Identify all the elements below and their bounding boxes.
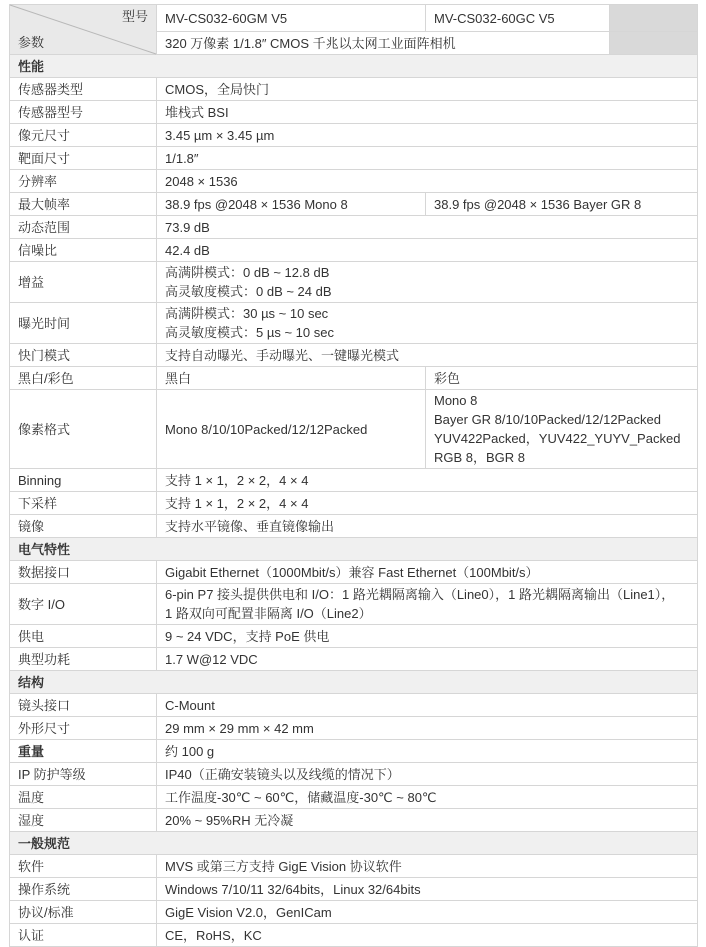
spec-row [10, 717, 698, 740]
spec-row [10, 216, 698, 239]
spec-row [10, 147, 698, 170]
value-line: 高灵敏度模式：5 µs ~ 10 sec [165, 325, 334, 340]
value-line: RGB 8，BGR 8 [434, 450, 526, 465]
spec-label-cell: 下采样 [10, 492, 157, 515]
spec-value-cell-color [426, 390, 698, 469]
value-line: IP40（正确安装镜头以及线缆的情况下） [165, 766, 400, 782]
spec-value-cell [157, 262, 698, 303]
section-header-row [10, 832, 698, 855]
value-line: CMOS，全局快门 [165, 81, 270, 97]
spec-row [10, 367, 698, 390]
spec-label-cell: 黑白/彩色 [10, 367, 157, 390]
spec-row [10, 239, 698, 262]
section-title: 电气特性 [10, 538, 698, 561]
spec-value-cell-color [426, 193, 698, 216]
spec-row [10, 924, 698, 947]
spec-value-cell [157, 216, 698, 239]
spec-label-cell: 最大帧率 [10, 193, 157, 216]
spec-value-cell [157, 170, 698, 193]
value-line: 支持水平镜像、垂直镜像输出 [165, 518, 335, 534]
value-line: C-Mount [165, 697, 215, 713]
value-line: 高满阱模式：30 µs ~ 10 sec [165, 306, 329, 321]
spec-value-cell [157, 101, 698, 124]
spec-row [10, 344, 698, 367]
spec-row [10, 193, 698, 216]
spec-value-cell [157, 786, 698, 809]
spec-row [10, 262, 698, 303]
spec-sheet-page [0, 4, 706, 943]
header-empty-cell [610, 32, 698, 55]
value-line: 1.7 W@12 VDC [165, 651, 258, 667]
value-line: 1/1.8″ [165, 150, 199, 166]
value-line: Mono 8 [434, 393, 478, 408]
spec-value-cell [157, 648, 698, 671]
spec-row [10, 303, 698, 344]
spec-row [10, 124, 698, 147]
spec-label-cell: Binning [10, 469, 157, 492]
spec-value-cell [157, 239, 698, 262]
value-line: Mono 8/10/10Packed/12/12Packed [165, 421, 368, 437]
spec-label-cell: 曝光时间 [10, 303, 157, 344]
value-line: 1 路双向可配置非隔离 I/O（Line2） [165, 606, 372, 621]
camera-description-cell: 320 万像素 1/1.8″ CMOS 千兆以太网工业面阵相机 [157, 32, 610, 55]
spec-row [10, 584, 698, 625]
value-line: CE，RoHS，KC [165, 927, 262, 943]
section-header-row [10, 538, 698, 561]
value-line: Bayer GR 8/10/10Packed/12/12Packed [434, 412, 661, 427]
spec-value-cell-mono [157, 390, 426, 469]
spec-label-cell: 靶面尺寸 [10, 147, 157, 170]
value-line: 3.45 µm × 3.45 µm [165, 127, 275, 143]
spec-label-cell: 传感器型号 [10, 101, 157, 124]
spec-value-cell [157, 855, 698, 878]
spec-row [10, 786, 698, 809]
spec-label-cell: 镜头接口 [10, 694, 157, 717]
spec-row [10, 78, 698, 101]
spec-label-cell: 信噪比 [10, 239, 157, 262]
model-header-row [10, 5, 698, 32]
spec-label-cell: 增益 [10, 262, 157, 303]
spec-value-cell [157, 515, 698, 538]
spec-value-cell [157, 625, 698, 648]
spec-row [10, 515, 698, 538]
spec-row [10, 694, 698, 717]
spec-label-cell: 认证 [10, 924, 157, 947]
spec-label-cell: 协议/标准 [10, 901, 157, 924]
value-line: 高灵敏度模式：0 dB ~ 24 dB [165, 284, 332, 299]
section-title: 一般规范 [10, 832, 698, 855]
value-line: 约 100 g [165, 743, 215, 759]
value-line: 73.9 dB [165, 219, 210, 235]
spec-label-cell: 镜像 [10, 515, 157, 538]
corner-label-param: 参数 [18, 35, 45, 50]
spec-row [10, 170, 698, 193]
value-line: 38.9 fps @2048 × 1536 Mono 8 [165, 196, 348, 212]
value-line: YUV422Packed，YUV422_YUYV_Packed [434, 431, 681, 446]
spec-label-cell: 典型功耗 [10, 648, 157, 671]
value-line: 工作温度-30℃ ~ 60℃，储藏温度-30℃ ~ 80℃ [165, 789, 437, 805]
value-line: 支持自动曝光、手动曝光、一键曝光模式 [165, 347, 400, 363]
value-line: 20% ~ 95%RH 无冷凝 [165, 812, 294, 828]
diagonal-header-cell [10, 5, 157, 55]
spec-label-cell: 软件 [10, 855, 157, 878]
spec-label-cell: 供电 [10, 625, 157, 648]
spec-row [10, 561, 698, 584]
spec-row [10, 878, 698, 901]
spec-row [10, 740, 698, 763]
value-line: 38.9 fps @2048 × 1536 Bayer GR 8 [434, 196, 642, 212]
spec-value-cell [157, 492, 698, 515]
spec-table-body [10, 5, 698, 947]
spec-label-cell: 像元尺寸 [10, 124, 157, 147]
section-header-row [10, 671, 698, 694]
spec-label-cell: 传感器类型 [10, 78, 157, 101]
value-line: 高满阱模式：0 dB ~ 12.8 dB [165, 265, 330, 280]
spec-row [10, 901, 698, 924]
spec-value-cell [157, 924, 698, 947]
value-line: MVS 或第三方支持 GigE Vision 协议软件 [165, 858, 402, 874]
spec-value-cell [157, 124, 698, 147]
spec-row [10, 763, 698, 786]
spec-label-cell: 分辨率 [10, 170, 157, 193]
spec-row [10, 625, 698, 648]
spec-label-cell: 快门模式 [10, 344, 157, 367]
value-line: 9 ~ 24 VDC，支持 PoE 供电 [165, 628, 330, 644]
spec-row [10, 648, 698, 671]
spec-value-cell [157, 147, 698, 170]
spec-value-cell [157, 78, 698, 101]
value-line: 堆栈式 BSI [165, 104, 229, 120]
spec-value-cell [157, 344, 698, 367]
spec-row [10, 809, 698, 832]
value-line: 彩色 [434, 370, 461, 386]
spec-label-cell: 动态范围 [10, 216, 157, 239]
section-header-row [10, 55, 698, 78]
header-empty-cell [610, 5, 698, 32]
model-name-cell-gc: MV-CS032-60GC V5 [426, 5, 610, 32]
spec-value-cell-color [426, 367, 698, 390]
spec-value-cell [157, 717, 698, 740]
spec-row [10, 469, 698, 492]
value-line: 29 mm × 29 mm × 42 mm [165, 720, 314, 736]
spec-row [10, 390, 698, 469]
spec-value-cell [157, 469, 698, 492]
value-line: 42.4 dB [165, 242, 210, 258]
spec-label-cell: 外形尺寸 [10, 717, 157, 740]
spec-value-cell [157, 303, 698, 344]
value-line: 2048 × 1536 [165, 173, 238, 189]
spec-value-cell [157, 763, 698, 786]
spec-row [10, 855, 698, 878]
model-name-cell-gm: MV-CS032-60GM V5 [157, 5, 426, 32]
section-title: 性能 [10, 55, 698, 78]
spec-label-cell: 温度 [10, 786, 157, 809]
spec-label-cell: 操作系统 [10, 878, 157, 901]
value-line: Windows 7/10/11 32/64bits，Linux 32/64bits [165, 881, 421, 897]
value-line: Gigabit Ethernet（1000Mbit/s）兼容 Fast Ethernet（100Mbit/s） [165, 564, 539, 580]
spec-value-cell [157, 561, 698, 584]
spec-label-cell: IP 防护等级 [10, 763, 157, 786]
value-line: 支持 1 × 1，2 × 2，4 × 4 [165, 495, 309, 511]
spec-label-cell: 重量 [10, 740, 157, 763]
spec-value-cell [157, 809, 698, 832]
spec-value-cell [157, 740, 698, 763]
section-title: 结构 [10, 671, 698, 694]
spec-label-cell: 像素格式 [10, 390, 157, 469]
spec-value-cell [157, 878, 698, 901]
spec-row [10, 101, 698, 124]
corner-label-model: 型号 [121, 9, 148, 24]
value-line: 6-pin P7 接头提供供电和 I/O：1 路光耦隔离输入（Line0），1 路光耦隔离输出（Line1）， [165, 587, 675, 602]
spec-table [9, 4, 698, 947]
value-line: GigE Vision V2.0，GenICam [165, 904, 332, 920]
value-line: 黑白 [165, 370, 192, 386]
spec-label-cell: 数字 I/O [10, 584, 157, 625]
spec-label-cell: 数据接口 [10, 561, 157, 584]
spec-value-cell [157, 694, 698, 717]
spec-value-cell-mono [157, 367, 426, 390]
value-line: 支持 1 × 1，2 × 2，4 × 4 [165, 472, 309, 488]
spec-value-cell [157, 901, 698, 924]
spec-value-cell-mono [157, 193, 426, 216]
spec-row [10, 492, 698, 515]
spec-value-cell [157, 584, 698, 625]
spec-label-cell: 湿度 [10, 809, 157, 832]
